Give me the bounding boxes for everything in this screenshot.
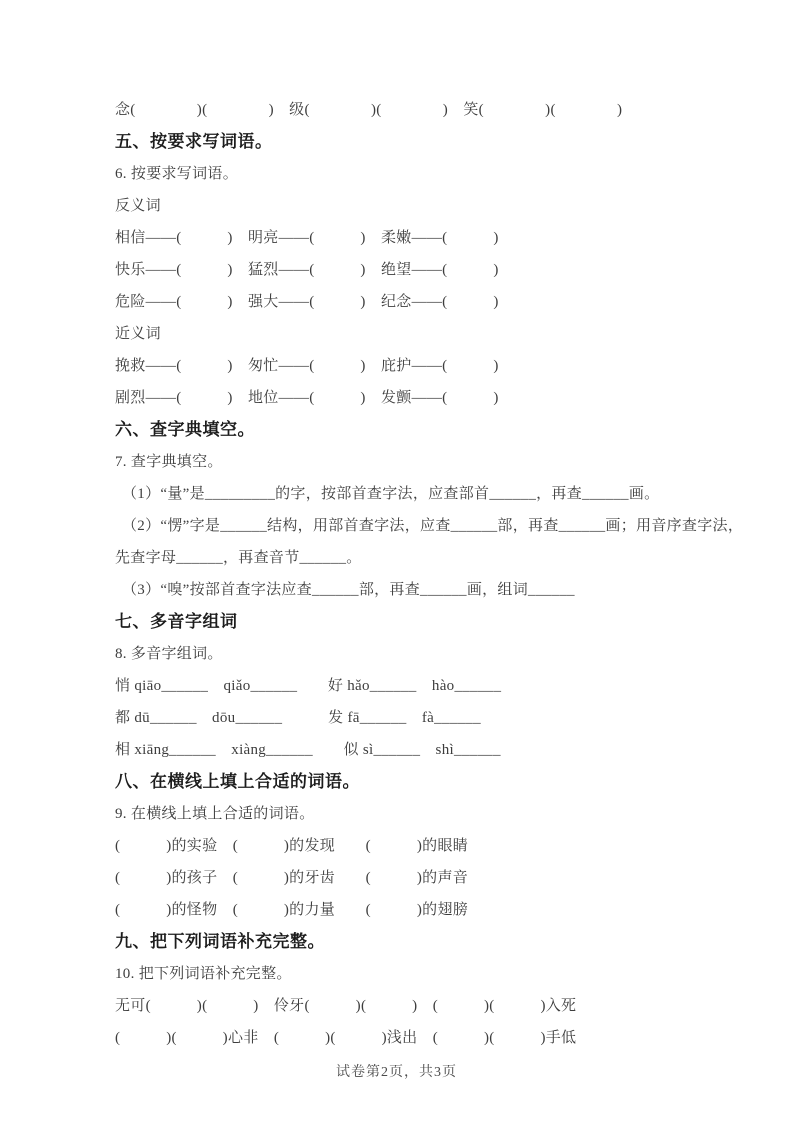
fill-phrase-row-1: ( )的实验 ( )的发现 ( )的眼睛 (115, 838, 469, 854)
section-6-dictionary (115, 414, 753, 606)
idiom-row-2: ( )( )心非 ( )( )浅出 ( )( )手低 (115, 1030, 577, 1046)
question-7-title: 7. 查字典填空。 (115, 454, 223, 470)
polyphone-row-3: 相 xiāng______ xiàng______ 似 sì______ shì______ (115, 742, 501, 758)
antonyms-label: 反义词 (115, 198, 161, 214)
word-expansion-row: 念( )( ) 级( )( ) 笑( )( ) (115, 102, 623, 118)
section-5-heading: 五、按要求写词语。 (115, 132, 273, 151)
polyphone-row-2: 都 dū______ dōu______ 发 fā______ fà______ (115, 710, 481, 726)
fill-phrase-row-3: ( )的怪物 ( )的力量 ( )的翅膀 (115, 902, 469, 918)
section-5-write-words (115, 126, 753, 414)
fill-phrase-row-2: ( )的孩子 ( )的牙齿 ( )的声音 (115, 870, 469, 886)
antonym-row-3: 危险——( ) 强大——( ) 纪念——( ) (115, 294, 499, 310)
synonym-row-1: 挽救——( ) 匆忙——( ) 庇护——( ) (115, 358, 499, 374)
page-footer: 试卷第2页，共3页 (336, 1065, 457, 1080)
section-6-heading: 六、查字典填空。 (115, 420, 255, 439)
idiom-row-1: 无可( )( ) 伶牙( )( ) ( )( )入死 (115, 998, 577, 1014)
antonym-row-2: 快乐——( ) 猛烈——( ) 绝望——( ) (115, 262, 499, 278)
exam-page-content (115, 94, 753, 1054)
q7-item-3: （3）“嗅”按部首查字法应查______部，再查______画，组词______ (122, 582, 575, 598)
q7-item-2-continued: 先查字母______，再查音节______。 (115, 550, 362, 566)
section-7-polyphones (115, 606, 753, 766)
q7-item-2: （2）“愣”字是______结构，用部首查字法，应查______部，再查______画；用音序查字法， (122, 518, 744, 534)
section-8-heading: 八、在横线上填上合适的词语。 (115, 772, 360, 791)
q7-item-1: （1）“量”是_________的字，按部首查字法，应查部首______，再查______画。 (122, 486, 660, 502)
section-9-heading: 九、把下列词语补充完整。 (115, 932, 325, 951)
question-8-title: 8. 多音字组词。 (115, 646, 223, 662)
question-10-title: 10. 把下列词语补充完整。 (115, 966, 292, 982)
question-6-title: 6. 按要求写词语。 (115, 166, 239, 182)
polyphone-row-1: 悄 qiāo______ qiǎo______ 好 hǎo______ hào______ (115, 678, 502, 694)
antonym-row-1: 相信——( ) 明亮——( ) 柔嫩——( ) (115, 230, 499, 246)
synonym-row-2: 剧烈——( ) 地位——( ) 发颤——( ) (115, 390, 499, 406)
section-8-fill-phrases (115, 766, 753, 926)
section-9-idioms (115, 926, 753, 1054)
synonyms-label: 近义词 (115, 326, 161, 342)
section-7-heading: 七、多音字组词 (115, 612, 238, 631)
question-9-title: 9. 在横线上填上合适的词语。 (115, 806, 315, 822)
